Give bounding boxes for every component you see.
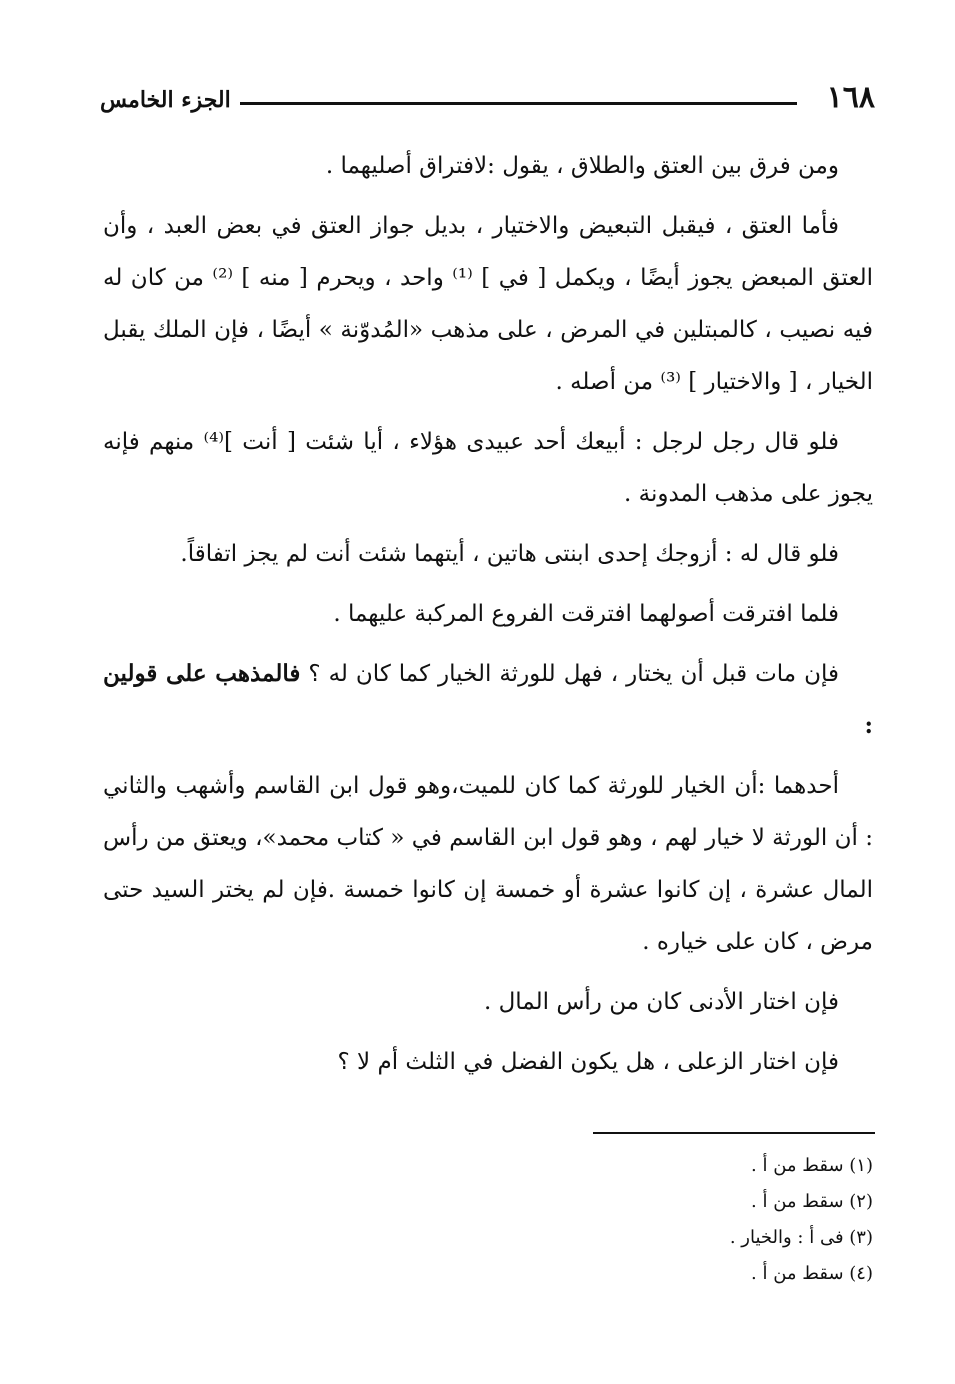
running-title: الجزء الخامس: [100, 87, 231, 113]
footnote: (٤) سقط من أ .: [751, 1263, 873, 1284]
footnote: (٣) فى أ : والخيار .: [729, 1227, 873, 1248]
page-number: ١٦٨: [826, 80, 875, 115]
paragraph: أحدهما :أن الخيار للورثة كما كان للميت،وهو قول ابن القاسم وأشهب والثاني : أن الورثة لا خيار لهم ، وهو قول ابن القاسم في « كتاب محمد»، ويعتق من رأس المال عشرة ، إن كانوا عشرة أو خمسة إن كانوا خمسة .فإن لم يختر السيد حتى مرض ، كان على خياره .: [103, 773, 873, 955]
footnote: (١) سقط من أ .: [751, 1155, 873, 1176]
paragraph: فلما افترقت أصولهما افترقت الفروع المركبة عليهما .: [333, 601, 839, 627]
footnote: (٢) سقط من أ .: [751, 1191, 873, 1212]
paragraph: فأما العتق ، فيقبل التبعيض والاختيار ، بديل جواز العتق في بعض العبد ، وأن العتق المبعض يجوز أيضًا ، ويكمل [ في ] ⁽¹⁾ واحد ، ويحرم [ منه ] ⁽²⁾ من كان له فيه نصيب ، كالمبتلين في المرض ، على مذهب «المُدوّنة » أيضًا ، فإن الملك يقبل الخيار ، [ والاختيار ] ⁽³⁾ من أصله .: [103, 213, 873, 395]
footnote-separator: [593, 1132, 875, 1134]
question-bold-tail: فالمذهب على قولين :: [103, 660, 873, 739]
question-text: فإن مات قبل أن يختار ، فهل للورثة الخيار كما كان له ؟: [308, 661, 839, 687]
main-text: [103, 140, 873, 1096]
paragraph: ومن فرق بين العتق والطلاق ، يقول :لافتراق أصليهما .: [325, 153, 839, 179]
header-rule: [240, 102, 797, 105]
paragraph: فلو قال رجل لرجل : أبيعك أحد عبيدى هؤلاء ، أيا شئت [ أنت ]⁽⁴⁾ منهم فإنه يجوز على مذهب المدونة .: [103, 429, 873, 507]
paragraph: فلو قال له : أزوجك إحدى ابنتى هاتين ، أيتهما شئت أنت لم يجز اتفاقاً.: [180, 541, 839, 567]
page-header: [100, 78, 875, 126]
question-paragraph: [103, 648, 873, 752]
footnotes: [473, 1148, 873, 1292]
paragraph: فإن اختار الأدنى كان من رأس المال .: [483, 989, 839, 1015]
paragraph: فإن اختار الزعلى ، هل يكون الفضل في الثلث أم لا ؟: [337, 1049, 839, 1075]
